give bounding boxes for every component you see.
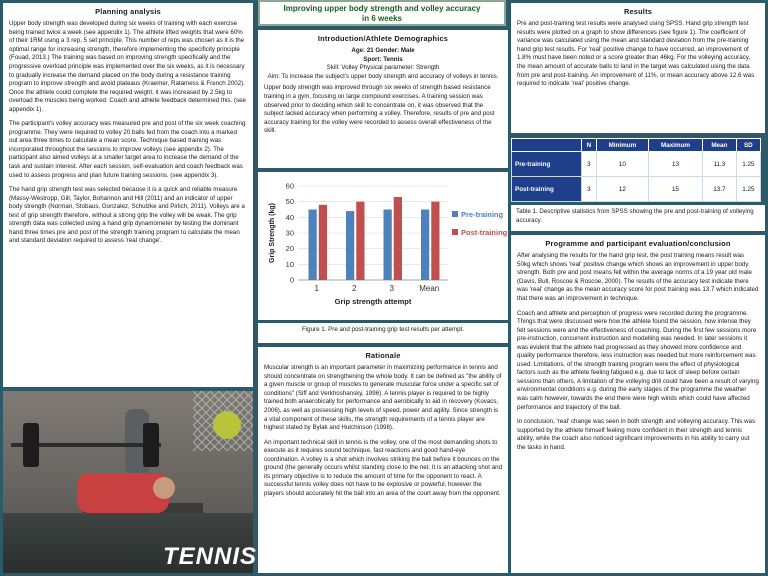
stats-cell-min: 10	[596, 152, 648, 177]
planning-paragraph-3: The hand grip strength test was selected because it is a quick and reliable measure (Massy-Westropp, Gill, Taylor, Bohannon and Hill (2011) and an indicator of upper body strength (Norman, Stobaus, Gonzalez, Schulzke and Pirlich, 2011). Volleys are a test of grip strength therefore, without a strong grip the volley will be weak. The grip strength data was collected using a hand grip dynamometer by testing the dominant hand three times pre and post of the strength training program to calculate the mean and standard deviation required to assess 'real change'.	[9, 186, 245, 245]
chart-bar	[346, 211, 354, 280]
planning-heading: Planning analysis	[95, 7, 161, 16]
stats-header-minimum: Minimum	[596, 139, 648, 152]
stats-header-blank	[512, 139, 582, 152]
intro-aim: Aim: To increase the subject's upper body strength and accuracy of volleys in tennis.	[267, 72, 499, 80]
stats-cell-sd: 1.25	[736, 177, 760, 202]
stats-cell-mean: 11.3	[703, 152, 737, 177]
descriptive-stats-table	[511, 138, 761, 202]
rationale-panel	[258, 347, 508, 573]
chart-y-tick-label: 40	[285, 212, 294, 222]
intro-sport: Sport: Tennis	[363, 55, 403, 63]
poster-title	[258, 0, 506, 26]
stats-header-row	[512, 139, 761, 152]
stats-row-post	[512, 177, 761, 202]
stats-header-sd: SD	[736, 139, 760, 152]
stats-cell-n: 3	[581, 177, 596, 202]
chart-y-tick-label: 30	[285, 228, 294, 238]
figure-caption-text: Figure 1. Pre and post-training grip test results per attempt.	[302, 326, 464, 333]
chart-y-tick-label: 60	[285, 181, 294, 191]
planning-paragraph-2: The participant's volley accuracy was measured pre and post of the six week coaching programme. They were required to volley 20 balls fed from the coach into a marked out area three times to calculate a mean score. Technique based training was incorporated throughout the sessions to improve volleys (see appendix 2). The participant also aimed volleys at a smaller target area to increase the demand of the task and sustain interest. After each session, self-evaluation and coach feedback was used to assess progress and plan future training sessions. (see appendix 3).	[9, 120, 246, 179]
chart-legend-label: Pre-training	[461, 210, 504, 219]
stats-row-pre	[512, 152, 761, 177]
stats-header-maximum: Maximum	[648, 139, 702, 152]
results-heading: Results	[623, 7, 653, 16]
intro-heading: Introduction/Athlete Demographics	[317, 34, 449, 43]
poster-title-line-2: in 6 weeks	[361, 14, 403, 23]
evaluation-paragraph-3: In conclusion, 'real' change was seen in both strength and volleying accuracy. This was supported by the athlete himself feeling more confident in their strength and tennis ability, while the coach also noticed significant improvements in his ability to carry out the tasks in hand.	[517, 418, 756, 451]
intro-panel	[258, 30, 508, 168]
stats-cell-min: 12	[596, 177, 648, 202]
chart-y-axis-label: Grip Strength (kg)	[269, 203, 276, 263]
chart-svg	[258, 172, 508, 320]
chart-y-tick-label: 50	[285, 197, 294, 207]
evaluation-panel	[511, 235, 765, 573]
table-caption	[511, 205, 765, 231]
rationale-paragraph-2: An important technical skill in tennis is the volley, one of the most demanding shots to execute as it requires sound technique, fast reactions and good hand-eye coordination. A volley is a shot which involves striking the ball before it bounces on the ground (the generally occurs whilst standing close to the net. It is an attacking shot and its primary objective is to reduce the amount of time for the opponent to react. A successful tennis volley does not have to be explosive or powerful, however the players should accurately hit the ball into an area of the court away from the opponent.	[264, 438, 503, 497]
intro-skill: Skill: Volley Physical parameter: Strength	[326, 64, 440, 72]
stats-cell-sd: 1.25	[736, 152, 760, 177]
chart-y-tick-label: 20	[285, 244, 294, 254]
rationale-heading: Rationale	[365, 351, 401, 360]
stats-cell-mean: 13.7	[703, 177, 737, 202]
chart-bar	[431, 202, 439, 280]
evaluation-paragraph-2: Coach and athlete and perception of progress were recorded during the programme. Things that were discussed were how the athlete found the session, how intense they felt sessions were and the effectiveness of coaching. During the first few sessions more pre-instruction, concurrent instruction and modelling was needed. In later sessions it was evident that the athlete had progressed as they showed more confidence and quality performance therefore, less instruction was needed but more reinforcement was used. Limitations, of the strength training program were the effect of physiological factors such as the athlete feeling fatigued e.g. due to lack of sleep before certain sessions than others. A limitation of the volleying drill could have been a result of varying environmental conditions e.g. during the early stages of the programme the weather was calm however, towards the end there were high winds which could have affected performance and trajectory of the ball.	[517, 309, 759, 411]
stats-row-label: Post-training	[512, 177, 582, 202]
table-caption-text: Table 1. Descriptive statistics from SPSS showing the pre and post-training of volleying accuracy.	[516, 208, 754, 224]
chart-x-axis-label: Grip strength attempt	[334, 297, 412, 306]
chart-y-tick-label: 0	[289, 275, 294, 285]
figure-caption	[258, 323, 508, 343]
evaluation-heading: Programme and participant evaluation/conclusion	[545, 239, 731, 248]
chart-bar	[319, 205, 327, 280]
chart-x-tick-label: 1	[314, 284, 319, 293]
photo-plate	[23, 423, 39, 467]
stats-cell-max: 15	[648, 177, 702, 202]
chart-bar	[384, 210, 392, 281]
chart-legend-swatch	[452, 211, 458, 217]
results-panel	[511, 3, 765, 133]
photo-tennis-ball	[213, 411, 241, 439]
rationale-paragraph-1: Muscular strength is an important parameter in maximizing performance in tennis and should concentrate on strengthening the whole body. It can be defined as "the ability of a given muscle or group of muscles to generate muscular force under a specific set of conditions" (Siff and Verkhoshansky, 1996). A tennis player is required to be highly trained both anaerobically for performance and aerobically to aid in recovery (Kovacs, 2006), as well as possessing high levels of speed, power and agility. Since strength is a vital component of these skills, the strength requirements of a tennis player are highest stated by Bylak and Hutchinson (1998).	[264, 364, 502, 432]
results-paragraph: Pre and post-training test results were analysed using SPSS. Hand grip strength test results were plotted on a graph to show differences (see figure 1). The coefficient of variance was calculated using the mean and standard deviation from the pre-training hand grip test results. For 'real' positive change to have occurred, an improvement of 1.8% must have been noted or a score greater than 46kg. For the volleying accuracy, the mean amount of accurate balls to land in the target was calculated using the data from pre and post-training. An improvement of 11%, or mean accuracy above 12.6 was required to indicate 'real' positive change.	[517, 20, 755, 88]
chart-bar	[356, 202, 364, 280]
chart-bar	[394, 197, 402, 280]
planning-panel	[3, 3, 253, 387]
photo-athlete-head	[153, 477, 175, 499]
chart-bar	[309, 210, 317, 281]
evaluation-paragraph-1: After analysing the results for the hand grip test, the post training means result was 50kg which shows 'real' positive change which shows an improvement in upper body strength. Both pre and post means fell within the average norms of a 19 year old male (Davis, Bull, Roscoe & Roscoe, 2000). The results of the accuracy test indicate there was 'real' change as the mean accuracy score for post training was 13.7 which indicated that there was an improvement in technique.	[517, 252, 759, 302]
stats-header-mean: Mean	[703, 139, 737, 152]
chart-x-tick-label: 3	[389, 284, 394, 293]
chart-y-tick-label: 10	[285, 259, 294, 269]
stats-header-n: N	[581, 139, 596, 152]
grip-strength-chart	[258, 172, 508, 320]
photo-plate	[143, 423, 159, 467]
tennis-banner-text: TENNIS	[163, 543, 258, 570]
chart-bar	[421, 210, 429, 281]
chart-legend-swatch	[452, 229, 458, 235]
chart-legend-label: Post-training	[461, 228, 508, 237]
planning-paragraph-1: Upper body strength was developed during six weeks of training with each exercise being trained twice a week (see appendix 1). The athlete lifted weights that were 60% of their 1RM using a 3 rep, 5 set principle. This number of reps was chosen as it is the optimal range for increasing strength, therefore implementing the specificity principle (Fouad, 2013.) The training was based on improving strength specifically and the progressive overload principle was implemented over the six weeks, as it is necessary to gradually increase the demand placed on the body during a resistance training program to improve strength and avoid plateaus (Kraemer, Ratamess & French 2002). Once the athlete could complete the required weight, it was increased by 2.5kg to overload the muscles being worked. Coach and athlete feedback determined this. (see appendix 1).	[9, 20, 246, 113]
intro-paragraph: Upper body strength was improved through six weeks of strength based resistance training in a gym, focusing on large compound exercises. A training session was observed prior to deciding which skill to concentrate on, it was observed that the subject lacked accuracy when performing a volley. Therefore, results of pre and post accuracy training for the volley were recorded to assess overall effectiveness of the skill.	[264, 84, 495, 135]
chart-x-tick-label: Mean	[419, 284, 440, 293]
stats-cell-n: 3	[581, 152, 596, 177]
stats-row-label: Pre-training	[512, 152, 582, 177]
poster-title-line-1: Improving upper body strength and volley accuracy	[283, 4, 481, 13]
chart-x-tick-label: 2	[352, 284, 357, 293]
stats-cell-max: 13	[648, 152, 702, 177]
intro-age: Age: 21 Gender: Male	[351, 47, 415, 55]
